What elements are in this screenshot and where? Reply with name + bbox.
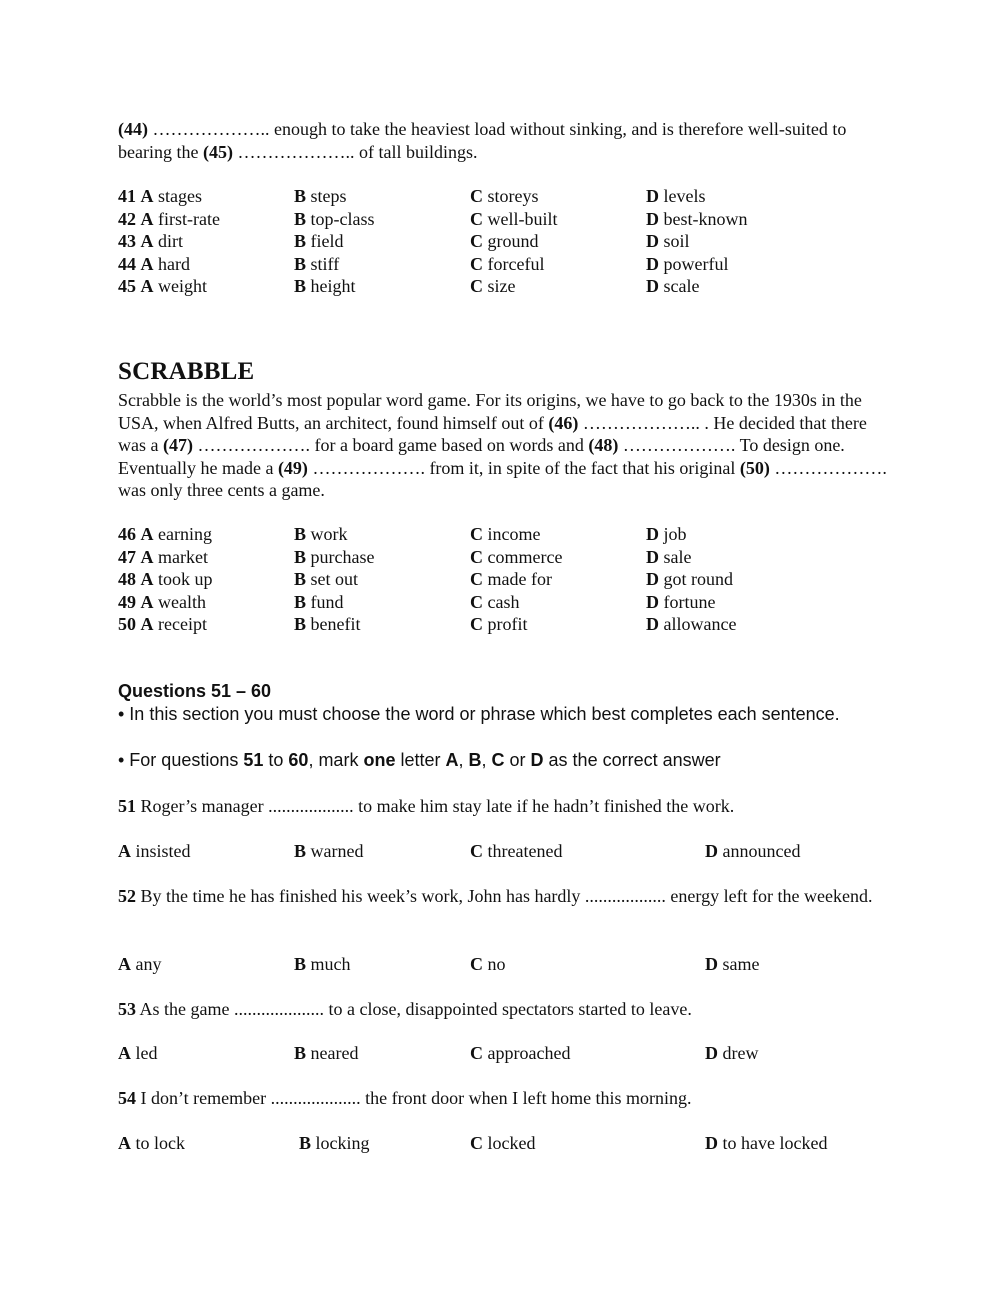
option-text: locked: [487, 1133, 536, 1153]
option-text: job: [663, 524, 687, 544]
option-letter: B: [299, 1133, 312, 1153]
option-b[interactable]: [299, 1132, 370, 1155]
option-b[interactable]: [294, 591, 344, 614]
option-row: [118, 185, 898, 208]
option-b[interactable]: [294, 208, 375, 231]
option-text: stiff: [310, 253, 340, 274]
text-segment: 51: [243, 750, 264, 770]
option-a[interactable]: [118, 591, 206, 614]
option-letter: A: [140, 231, 154, 251]
option-text: powerful: [663, 253, 729, 274]
option-text: purchase: [310, 546, 375, 567]
option-c[interactable]: [470, 613, 528, 636]
option-letter: C: [470, 841, 483, 861]
option-d[interactable]: [646, 546, 691, 569]
option-text: announced: [722, 841, 801, 861]
option-a[interactable]: [118, 208, 220, 231]
question-number: 42: [118, 208, 136, 229]
text-segment: D: [530, 750, 544, 770]
text-segment: (45): [202, 141, 233, 162]
option-row: [118, 591, 898, 614]
option-text: market: [158, 546, 208, 567]
question-54: [118, 1087, 878, 1110]
option-letter: C: [470, 208, 483, 229]
text-segment: A: [445, 750, 459, 770]
option-letter: C: [470, 253, 483, 274]
option-d[interactable]: [646, 230, 690, 253]
text-segment: ………………. for a board game based on words and: [192, 435, 589, 455]
option-letter: D: [646, 569, 659, 589]
option-text: income: [487, 524, 541, 544]
question-number: 47: [118, 546, 136, 567]
option-letter: A: [140, 524, 154, 544]
text-segment: (47): [162, 435, 193, 455]
option-letter: D: [705, 954, 718, 974]
option-text: levels: [663, 186, 706, 206]
option-d[interactable]: [705, 953, 759, 976]
option-letter: A: [140, 546, 154, 567]
option-b[interactable]: [294, 523, 348, 546]
answer-row-51: [118, 840, 898, 863]
option-letter: A: [140, 591, 154, 612]
option-row: [118, 568, 898, 591]
option-a[interactable]: [118, 185, 202, 208]
option-text: hard: [158, 253, 190, 274]
option-letter: D: [705, 841, 718, 861]
option-c[interactable]: [470, 1132, 535, 1155]
option-text: took up: [158, 569, 213, 589]
option-text: insisted: [135, 841, 191, 861]
option-letter: A: [140, 569, 154, 589]
option-letter: D: [646, 186, 659, 206]
option-letter: C: [470, 186, 483, 206]
question-number: 45: [118, 276, 136, 296]
text-segment: (50): [739, 457, 770, 478]
option-letter: C: [470, 591, 483, 612]
option-c[interactable]: [470, 840, 562, 863]
option-a[interactable]: [118, 253, 190, 276]
option-b[interactable]: [294, 613, 361, 636]
option-letter: D: [646, 614, 659, 634]
option-b[interactable]: [294, 185, 347, 208]
option-text: to have locked: [722, 1133, 828, 1153]
text-segment: (44): [118, 119, 148, 139]
option-d[interactable]: [705, 1132, 827, 1155]
option-text: first-rate: [158, 208, 220, 229]
text-segment: ……………….. . He decided that there was a: [118, 412, 867, 455]
question-number: 44: [118, 253, 136, 274]
option-letter: A: [140, 253, 154, 274]
option-a[interactable]: [118, 568, 213, 591]
option-letter: A: [118, 1133, 131, 1153]
option-letter: B: [294, 186, 307, 206]
question-number: 43: [118, 231, 136, 251]
text-segment: (49): [277, 457, 308, 478]
option-row: [118, 253, 898, 276]
option-letter: C: [470, 614, 483, 634]
option-text: much: [310, 954, 351, 974]
option-text: forceful: [487, 253, 545, 274]
text-segment: , mark: [308, 750, 364, 770]
instruction-2: [118, 749, 898, 772]
option-letter: C: [470, 276, 483, 296]
option-letter: A: [140, 276, 154, 296]
question-number: 41: [118, 186, 136, 206]
option-text: fortune: [663, 591, 716, 612]
option-text: commerce: [487, 546, 563, 567]
option-letter: C: [470, 569, 483, 589]
option-text: warned: [310, 841, 364, 861]
option-letter: B: [294, 524, 307, 544]
answer-row-52: [118, 953, 898, 976]
option-c[interactable]: [470, 185, 539, 208]
option-letter: C: [470, 524, 483, 544]
question-number: 46: [118, 524, 136, 544]
text-segment: ,: [458, 750, 469, 770]
option-letter: B: [294, 546, 307, 567]
questions-heading: Questions 51 – 60: [118, 681, 272, 701]
option-letter: D: [646, 524, 659, 544]
option-letter: C: [470, 546, 483, 567]
text-segment: (46): [548, 412, 579, 433]
option-d[interactable]: [646, 523, 687, 546]
option-d[interactable]: [705, 1042, 758, 1065]
option-letter: A: [118, 954, 131, 974]
scrabble-passage: [118, 389, 888, 502]
option-text: receipt: [158, 614, 207, 634]
option-text: top-class: [310, 208, 375, 229]
option-letter: A: [140, 186, 154, 206]
option-letter: B: [294, 841, 307, 861]
option-text: allowance: [663, 614, 737, 634]
question-52: [118, 885, 878, 908]
option-text: soil: [663, 231, 690, 251]
option-text: locking: [315, 1133, 370, 1153]
option-letter: D: [705, 1043, 718, 1063]
option-letter: A: [140, 208, 154, 229]
option-row: [118, 613, 898, 636]
option-text: benefit: [310, 614, 361, 634]
option-letter: A: [118, 841, 131, 861]
option-text: approached: [487, 1043, 571, 1063]
question-text: By the time he has finished his week’s work, John has hardly .................. energy left for the weekend.: [140, 886, 873, 906]
option-text: led: [135, 1043, 158, 1063]
passage-fragment-44-45: [118, 118, 888, 163]
option-text: earning: [158, 524, 212, 544]
text-segment: C: [491, 750, 505, 770]
text-segment: ……………….. of tall buildings.: [232, 141, 478, 162]
section-title-scrabble: SCRABBLE: [118, 358, 255, 385]
option-b[interactable]: [294, 275, 356, 298]
option-letter: D: [646, 208, 659, 229]
option-row: [118, 208, 898, 231]
option-text: same: [722, 954, 760, 974]
option-text: height: [310, 276, 356, 296]
text-segment: as the correct answer: [543, 750, 721, 770]
option-c[interactable]: [470, 208, 558, 231]
option-b[interactable]: [294, 230, 344, 253]
option-letter: C: [470, 954, 483, 974]
option-c[interactable]: [470, 568, 552, 591]
option-text: profit: [487, 614, 528, 634]
answer-row-54: [118, 1132, 898, 1155]
option-text: no: [487, 954, 506, 974]
text-segment: ………………. from it, in spite of the fact that his original: [307, 457, 740, 478]
option-c[interactable]: [470, 546, 562, 569]
option-d[interactable]: [646, 275, 699, 298]
option-letter: B: [294, 276, 307, 296]
question-text: Roger’s manager ................... to make him stay late if he hadn’t finished the work.: [140, 796, 735, 816]
option-text: fund: [310, 591, 344, 612]
text-segment: ………………. To design one. Eventually he made a: [118, 435, 845, 478]
option-b[interactable]: [294, 253, 339, 276]
option-c[interactable]: [470, 230, 539, 253]
option-text: neared: [310, 1043, 359, 1063]
option-b[interactable]: [294, 840, 364, 863]
question-text: I don’t remember .................... the front door when I left home this morning.: [140, 1088, 692, 1108]
question-number: 49: [118, 591, 136, 612]
option-text: steps: [310, 186, 347, 206]
option-letter: A: [140, 614, 154, 634]
option-a[interactable]: [118, 1132, 185, 1155]
option-c[interactable]: [470, 253, 544, 276]
option-text: size: [487, 276, 516, 296]
option-c[interactable]: [470, 275, 515, 298]
option-text: drew: [722, 1043, 759, 1063]
option-text: made for: [487, 569, 552, 589]
option-c[interactable]: [470, 1042, 570, 1065]
option-text: dirt: [158, 231, 183, 251]
question-number: 54: [118, 1088, 136, 1108]
text-segment: one: [363, 750, 396, 770]
question-number: 48: [118, 569, 136, 589]
option-letter: C: [470, 1133, 483, 1153]
option-d[interactable]: [646, 591, 715, 614]
text-segment: ………………. was only three cents a game.: [118, 457, 887, 500]
option-text: field: [310, 231, 344, 251]
text-segment: B: [468, 750, 482, 770]
option-letter: B: [294, 954, 307, 974]
option-d[interactable]: [646, 613, 736, 636]
instruction-1: • In this section you must choose the word or phrase which best completes each sentence.: [118, 704, 840, 724]
text-segment: ,: [481, 750, 492, 770]
option-text: weight: [158, 276, 207, 296]
option-letter: B: [294, 614, 307, 634]
option-letter: B: [294, 569, 307, 589]
option-d[interactable]: [646, 208, 748, 231]
option-text: best-known: [663, 208, 748, 229]
option-text: wealth: [158, 591, 206, 612]
option-c[interactable]: [470, 953, 506, 976]
question-number: 50: [118, 614, 136, 634]
text-segment: letter: [395, 750, 446, 770]
option-a[interactable]: [118, 613, 207, 636]
option-a[interactable]: [118, 953, 162, 976]
option-text: got round: [663, 569, 733, 589]
question-51: [118, 795, 878, 818]
option-a[interactable]: [118, 230, 183, 253]
option-letter: A: [118, 1043, 131, 1063]
option-letter: B: [294, 253, 307, 274]
option-letter: B: [294, 1043, 307, 1063]
option-row: [118, 546, 898, 569]
option-letter: D: [646, 276, 659, 296]
option-row: [118, 275, 898, 298]
text-segment: or: [504, 750, 531, 770]
question-53: [118, 998, 878, 1021]
option-text: set out: [310, 569, 359, 589]
option-d[interactable]: [705, 840, 800, 863]
option-text: sale: [663, 546, 692, 567]
option-row: [118, 523, 898, 546]
text-segment: Scrabble is the world’s most popular word game. For its origins, we have to go back to the 1930s in the USA, when Alfred Butts, an architect, found himself out of: [118, 390, 862, 433]
option-a[interactable]: [118, 523, 212, 546]
option-text: scale: [663, 276, 700, 296]
option-letter: D: [646, 546, 659, 567]
option-text: to lock: [135, 1133, 185, 1153]
option-a[interactable]: [118, 840, 191, 863]
question-text: As the game .................... to a close, disappointed spectators started to leave.: [139, 999, 692, 1019]
option-letter: D: [646, 231, 659, 251]
question-number: 52: [118, 886, 136, 906]
text-segment: • For questions: [118, 750, 244, 770]
option-row: [118, 230, 898, 253]
option-text: ground: [487, 231, 539, 251]
option-b[interactable]: [294, 1042, 358, 1065]
option-d[interactable]: [646, 253, 728, 276]
option-b[interactable]: [294, 546, 374, 569]
option-text: any: [135, 954, 162, 974]
option-letter: C: [470, 1043, 483, 1063]
question-number: 51: [118, 796, 136, 816]
text-segment: ……………….. enough to take the heaviest load without sinking, and is therefore well-suited to bearing the: [118, 119, 847, 162]
option-text: storeys: [487, 186, 539, 206]
option-text: threatened: [487, 841, 563, 861]
option-a[interactable]: [118, 1042, 158, 1065]
option-letter: B: [294, 231, 307, 251]
text-segment: (48): [588, 435, 619, 455]
option-b[interactable]: [294, 953, 351, 976]
option-text: cash: [487, 591, 520, 612]
text-segment: 60: [288, 750, 309, 770]
option-letter: B: [294, 208, 307, 229]
option-text: stages: [158, 186, 202, 206]
option-d[interactable]: [646, 185, 706, 208]
option-letter: D: [705, 1133, 718, 1153]
option-a[interactable]: [118, 546, 208, 569]
question-number: 53: [118, 999, 136, 1019]
option-c[interactable]: [470, 591, 519, 614]
answer-row-53: [118, 1042, 898, 1065]
option-letter: C: [470, 231, 483, 251]
option-c[interactable]: [470, 523, 540, 546]
option-text: well-built: [487, 208, 558, 229]
option-letter: D: [646, 253, 659, 274]
option-d[interactable]: [646, 568, 733, 591]
option-letter: D: [646, 591, 659, 612]
text-segment: to: [263, 750, 289, 770]
option-letter: B: [294, 591, 307, 612]
option-text: work: [310, 524, 348, 544]
option-a[interactable]: [118, 275, 207, 298]
option-b[interactable]: [294, 568, 358, 591]
